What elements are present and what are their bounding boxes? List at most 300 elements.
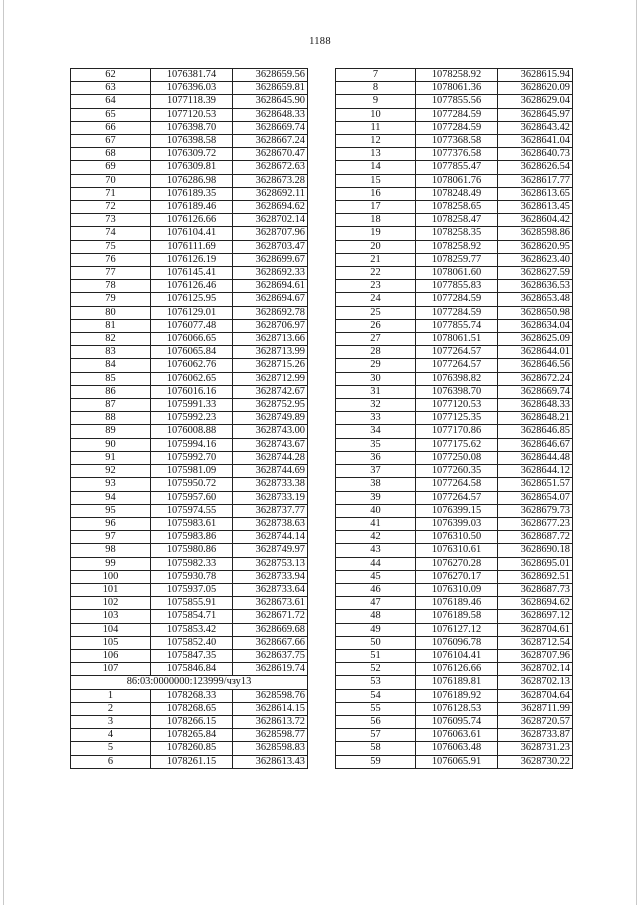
point-number-cell: 59 [336, 755, 416, 768]
point-number-cell: 33 [336, 412, 416, 425]
y-coordinate-cell: 3628694.61 [233, 280, 308, 293]
table-row [336, 623, 573, 636]
point-number-cell: 62 [71, 69, 151, 82]
table-row [336, 517, 573, 530]
y-coordinate-cell: 3628659.81 [233, 82, 308, 95]
point-number-cell: 50 [336, 636, 416, 649]
point-number-cell: 42 [336, 531, 416, 544]
point-number-cell: 43 [336, 544, 416, 557]
y-coordinate-cell: 3628702.13 [498, 676, 573, 689]
x-coordinate-cell: 1076104.41 [151, 227, 233, 240]
x-coordinate-cell: 1076189.81 [416, 676, 498, 689]
x-coordinate-cell: 1075853.42 [151, 623, 233, 636]
x-coordinate-cell: 1075992.23 [151, 412, 233, 425]
table-row [71, 755, 308, 768]
point-number-cell: 103 [71, 610, 151, 623]
y-coordinate-cell: 3628615.94 [498, 69, 573, 82]
x-coordinate-cell: 1078248.49 [416, 187, 498, 200]
table-row [336, 399, 573, 412]
x-coordinate-cell: 1076189.35 [151, 187, 233, 200]
x-coordinate-cell: 1076396.03 [151, 82, 233, 95]
point-number-cell: 28 [336, 346, 416, 359]
table-row [71, 702, 308, 715]
point-number-cell: 6 [71, 755, 151, 768]
y-coordinate-cell: 3628692.78 [233, 306, 308, 319]
point-number-cell: 38 [336, 478, 416, 491]
y-coordinate-cell: 3628702.14 [498, 663, 573, 676]
table-row [336, 333, 573, 346]
point-number-cell: 18 [336, 214, 416, 227]
y-coordinate-cell: 3628749.89 [233, 412, 308, 425]
point-number-cell: 5 [71, 742, 151, 755]
table-row [336, 161, 573, 174]
point-number-cell: 65 [71, 108, 151, 121]
table-row [336, 148, 573, 161]
x-coordinate-cell: 1076398.82 [416, 372, 498, 385]
table-row [336, 385, 573, 398]
y-coordinate-cell: 3628619.74 [233, 663, 308, 676]
table-row [71, 82, 308, 95]
y-coordinate-cell: 3628697.12 [498, 610, 573, 623]
x-coordinate-cell: 1078061.60 [416, 267, 498, 280]
y-coordinate-cell: 3628620.09 [498, 82, 573, 95]
y-coordinate-cell: 3628706.97 [233, 319, 308, 332]
table-row [71, 95, 308, 108]
x-coordinate-cell: 1076381.74 [151, 69, 233, 82]
table-row [336, 702, 573, 715]
table-row [336, 214, 573, 227]
point-number-cell: 4 [71, 729, 151, 742]
y-coordinate-cell: 3628737.77 [233, 504, 308, 517]
point-number-cell: 45 [336, 570, 416, 583]
point-number-cell: 2 [71, 702, 151, 715]
point-number-cell: 88 [71, 412, 151, 425]
point-number-cell: 17 [336, 201, 416, 214]
table-row [71, 544, 308, 557]
table-row [336, 201, 573, 214]
y-coordinate-cell: 3628731.23 [498, 742, 573, 755]
point-number-cell: 51 [336, 649, 416, 662]
y-coordinate-cell: 3628648.33 [233, 108, 308, 121]
y-coordinate-cell: 3628694.62 [233, 201, 308, 214]
table-row [336, 451, 573, 464]
x-coordinate-cell: 1076270.28 [416, 557, 498, 570]
y-coordinate-cell: 3628659.56 [233, 69, 308, 82]
point-number-cell: 100 [71, 570, 151, 583]
table-row [71, 293, 308, 306]
point-number-cell: 36 [336, 451, 416, 464]
y-coordinate-cell: 3628623.40 [498, 253, 573, 266]
x-coordinate-cell: 1076310.09 [416, 583, 498, 596]
x-coordinate-cell: 1077855.74 [416, 319, 498, 332]
x-coordinate-cell: 1078266.15 [151, 715, 233, 728]
y-coordinate-cell: 3628604.42 [498, 214, 573, 227]
table-row [71, 451, 308, 464]
y-coordinate-cell: 3628617.77 [498, 174, 573, 187]
x-coordinate-cell: 1076145.41 [151, 267, 233, 280]
table-row [336, 715, 573, 728]
point-number-cell: 64 [71, 95, 151, 108]
y-coordinate-cell: 3628636.53 [498, 280, 573, 293]
x-coordinate-cell: 1077264.57 [416, 491, 498, 504]
x-coordinate-cell: 1078258.65 [416, 201, 498, 214]
point-number-cell: 39 [336, 491, 416, 504]
table-row [71, 438, 308, 451]
point-number-cell: 82 [71, 333, 151, 346]
point-number-cell: 15 [336, 174, 416, 187]
y-coordinate-cell: 3628646.56 [498, 359, 573, 372]
x-coordinate-cell: 1076126.66 [151, 214, 233, 227]
x-coordinate-cell: 1076096.78 [416, 636, 498, 649]
table-row [336, 610, 573, 623]
x-coordinate-cell: 1075846.84 [151, 663, 233, 676]
point-number-cell: 37 [336, 465, 416, 478]
point-number-cell: 20 [336, 240, 416, 253]
point-number-cell: 76 [71, 253, 151, 266]
point-number-cell: 41 [336, 517, 416, 530]
y-coordinate-cell: 3628707.96 [498, 649, 573, 662]
x-coordinate-cell: 1077118.39 [151, 95, 233, 108]
x-coordinate-cell: 1075983.61 [151, 517, 233, 530]
x-coordinate-cell: 1076125.95 [151, 293, 233, 306]
y-coordinate-cell: 3628637.75 [233, 649, 308, 662]
table-row [71, 557, 308, 570]
point-number-cell: 3 [71, 715, 151, 728]
x-coordinate-cell: 1075852.40 [151, 636, 233, 649]
y-coordinate-cell: 3628669.68 [233, 623, 308, 636]
y-coordinate-cell: 3628620.95 [498, 240, 573, 253]
point-number-cell: 7 [336, 69, 416, 82]
table-row [71, 517, 308, 530]
table-row [336, 82, 573, 95]
x-coordinate-cell: 1077284.59 [416, 108, 498, 121]
x-coordinate-cell: 1076063.48 [416, 742, 498, 755]
table-row [71, 465, 308, 478]
y-coordinate-cell: 3628704.64 [498, 689, 573, 702]
x-coordinate-cell: 1077855.47 [416, 161, 498, 174]
table-row [71, 636, 308, 649]
table-row [71, 161, 308, 174]
point-number-cell: 63 [71, 82, 151, 95]
y-coordinate-cell: 3628625.09 [498, 333, 573, 346]
x-coordinate-cell: 1078265.84 [151, 729, 233, 742]
x-coordinate-cell: 1076310.50 [416, 531, 498, 544]
table-row [336, 742, 573, 755]
point-number-cell: 27 [336, 333, 416, 346]
table-row [71, 491, 308, 504]
x-coordinate-cell: 1078258.92 [416, 69, 498, 82]
table-row [336, 583, 573, 596]
point-number-cell: 16 [336, 187, 416, 200]
x-coordinate-cell: 1075994.16 [151, 438, 233, 451]
point-number-cell: 25 [336, 306, 416, 319]
y-coordinate-cell: 3628667.24 [233, 135, 308, 148]
table-row [71, 174, 308, 187]
y-coordinate-cell: 3628692.51 [498, 570, 573, 583]
table-row [71, 742, 308, 755]
x-coordinate-cell: 1075991.33 [151, 399, 233, 412]
point-number-cell: 34 [336, 425, 416, 438]
point-number-cell: 104 [71, 623, 151, 636]
table-row [336, 504, 573, 517]
table-row [71, 227, 308, 240]
y-coordinate-cell: 3628667.66 [233, 636, 308, 649]
x-coordinate-cell: 1076126.46 [151, 280, 233, 293]
y-coordinate-cell: 3628744.69 [233, 465, 308, 478]
table-row [71, 597, 308, 610]
section-header-row [71, 676, 308, 689]
x-coordinate-cell: 1076063.61 [416, 729, 498, 742]
y-coordinate-cell: 3628679.73 [498, 504, 573, 517]
table-row [71, 333, 308, 346]
point-number-cell: 12 [336, 135, 416, 148]
y-coordinate-cell: 3628644.48 [498, 451, 573, 464]
y-coordinate-cell: 3628704.61 [498, 623, 573, 636]
point-number-cell: 83 [71, 346, 151, 359]
y-coordinate-cell: 3628646.67 [498, 438, 573, 451]
x-coordinate-cell: 1076065.84 [151, 346, 233, 359]
x-coordinate-cell: 1076062.76 [151, 359, 233, 372]
table-row [336, 544, 573, 557]
point-number-cell: 106 [71, 649, 151, 662]
x-coordinate-cell: 1076127.12 [416, 623, 498, 636]
y-coordinate-cell: 3628715.26 [233, 359, 308, 372]
x-coordinate-cell: 1075974.55 [151, 504, 233, 517]
point-number-cell: 67 [71, 135, 151, 148]
table-row [336, 121, 573, 134]
table-row [71, 253, 308, 266]
y-coordinate-cell: 3628692.11 [233, 187, 308, 200]
table-row [71, 267, 308, 280]
x-coordinate-cell: 1077368.58 [416, 135, 498, 148]
table-row [71, 346, 308, 359]
point-number-cell: 30 [336, 372, 416, 385]
point-number-cell: 44 [336, 557, 416, 570]
point-number-cell: 29 [336, 359, 416, 372]
table-row [71, 385, 308, 398]
table-row [336, 346, 573, 359]
x-coordinate-cell: 1078260.85 [151, 742, 233, 755]
point-number-cell: 9 [336, 95, 416, 108]
y-coordinate-cell: 3628629.04 [498, 95, 573, 108]
y-coordinate-cell: 3628711.99 [498, 702, 573, 715]
y-coordinate-cell: 3628677.23 [498, 517, 573, 530]
point-number-cell: 21 [336, 253, 416, 266]
point-number-cell: 92 [71, 465, 151, 478]
x-coordinate-cell: 1076126.66 [416, 663, 498, 676]
table-row [336, 676, 573, 689]
table-row [71, 649, 308, 662]
y-coordinate-cell: 3628712.99 [233, 372, 308, 385]
table-row [71, 121, 308, 134]
x-coordinate-cell: 1078061.76 [416, 174, 498, 187]
point-number-cell: 74 [71, 227, 151, 240]
y-coordinate-cell: 3628644.12 [498, 465, 573, 478]
point-number-cell: 90 [71, 438, 151, 451]
page-number: 1188 [309, 36, 331, 47]
y-coordinate-cell: 3628720.57 [498, 715, 573, 728]
table-row [71, 359, 308, 372]
table-row [336, 729, 573, 742]
table-row [336, 253, 573, 266]
table-row [336, 491, 573, 504]
point-number-cell: 48 [336, 610, 416, 623]
y-coordinate-cell: 3628650.98 [498, 306, 573, 319]
x-coordinate-cell: 1077284.59 [416, 306, 498, 319]
x-coordinate-cell: 1077170.86 [416, 425, 498, 438]
table-row [336, 636, 573, 649]
point-number-cell: 81 [71, 319, 151, 332]
point-number-cell: 66 [71, 121, 151, 134]
y-coordinate-cell: 3628703.47 [233, 240, 308, 253]
x-coordinate-cell: 1076062.65 [151, 372, 233, 385]
table-row [336, 597, 573, 610]
point-number-cell: 86 [71, 385, 151, 398]
table-row [71, 610, 308, 623]
point-number-cell: 32 [336, 399, 416, 412]
point-number-cell: 52 [336, 663, 416, 676]
x-coordinate-cell: 1077264.57 [416, 359, 498, 372]
point-number-cell: 49 [336, 623, 416, 636]
y-coordinate-cell: 3628648.21 [498, 412, 573, 425]
point-number-cell: 26 [336, 319, 416, 332]
point-number-cell: 97 [71, 531, 151, 544]
table-row [71, 372, 308, 385]
x-coordinate-cell: 1076189.46 [151, 201, 233, 214]
y-coordinate-cell: 3628613.43 [233, 755, 308, 768]
point-number-cell: 75 [71, 240, 151, 253]
point-number-cell: 13 [336, 148, 416, 161]
x-coordinate-cell: 1076309.72 [151, 148, 233, 161]
table-row [336, 359, 573, 372]
x-coordinate-cell: 1078259.77 [416, 253, 498, 266]
x-coordinate-cell: 1078258.92 [416, 240, 498, 253]
table-row [71, 412, 308, 425]
coordinates-table-right [335, 68, 573, 769]
y-coordinate-cell: 3628653.48 [498, 293, 573, 306]
x-coordinate-cell: 1076270.17 [416, 570, 498, 583]
table-row [336, 280, 573, 293]
table-row [71, 583, 308, 596]
y-coordinate-cell: 3628695.01 [498, 557, 573, 570]
y-coordinate-cell: 3628673.28 [233, 174, 308, 187]
x-coordinate-cell: 1075847.35 [151, 649, 233, 662]
y-coordinate-cell: 3628613.65 [498, 187, 573, 200]
point-number-cell: 73 [71, 214, 151, 227]
point-number-cell: 91 [71, 451, 151, 464]
x-coordinate-cell: 1076189.46 [416, 597, 498, 610]
table-row [71, 715, 308, 728]
x-coordinate-cell: 1076095.74 [416, 715, 498, 728]
point-number-cell: 31 [336, 385, 416, 398]
y-coordinate-cell: 3628707.96 [233, 227, 308, 240]
x-coordinate-cell: 1076398.70 [416, 385, 498, 398]
point-number-cell: 35 [336, 438, 416, 451]
table-row [336, 95, 573, 108]
point-number-cell: 58 [336, 742, 416, 755]
point-number-cell: 68 [71, 148, 151, 161]
table-row [336, 372, 573, 385]
y-coordinate-cell: 3628712.54 [498, 636, 573, 649]
table-row [71, 108, 308, 121]
point-number-cell: 1 [71, 689, 151, 702]
x-coordinate-cell: 1077175.62 [416, 438, 498, 451]
point-number-cell: 95 [71, 504, 151, 517]
point-number-cell: 87 [71, 399, 151, 412]
x-coordinate-cell: 1076189.58 [416, 610, 498, 623]
point-number-cell: 77 [71, 267, 151, 280]
y-coordinate-cell: 3628743.00 [233, 425, 308, 438]
table-row [71, 319, 308, 332]
table-row [71, 399, 308, 412]
table-row [336, 557, 573, 570]
x-coordinate-cell: 1077125.35 [416, 412, 498, 425]
x-coordinate-cell: 1076008.88 [151, 425, 233, 438]
table-row [336, 306, 573, 319]
point-number-cell: 69 [71, 161, 151, 174]
y-coordinate-cell: 3628627.59 [498, 267, 573, 280]
table-row [71, 478, 308, 491]
x-coordinate-cell: 1075957.60 [151, 491, 233, 504]
x-coordinate-cell: 1076111.69 [151, 240, 233, 253]
x-coordinate-cell: 1076126.19 [151, 253, 233, 266]
point-number-cell: 14 [336, 161, 416, 174]
point-number-cell: 22 [336, 267, 416, 280]
point-number-cell: 99 [71, 557, 151, 570]
y-coordinate-cell: 3628669.74 [498, 385, 573, 398]
y-coordinate-cell: 3628654.07 [498, 491, 573, 504]
y-coordinate-cell: 3628733.94 [233, 570, 308, 583]
x-coordinate-cell: 1077264.57 [416, 346, 498, 359]
y-coordinate-cell: 3628613.45 [498, 201, 573, 214]
point-number-cell: 23 [336, 280, 416, 293]
table-row [71, 425, 308, 438]
y-coordinate-cell: 3628598.76 [233, 689, 308, 702]
x-coordinate-cell: 1077250.08 [416, 451, 498, 464]
point-number-cell: 89 [71, 425, 151, 438]
table-row [336, 293, 573, 306]
y-coordinate-cell: 3628699.67 [233, 253, 308, 266]
y-coordinate-cell: 3628641.04 [498, 135, 573, 148]
x-coordinate-cell: 1076398.70 [151, 121, 233, 134]
table-row [71, 148, 308, 161]
table-row [336, 412, 573, 425]
y-coordinate-cell: 3628646.85 [498, 425, 573, 438]
y-coordinate-cell: 3628672.24 [498, 372, 573, 385]
point-number-cell: 84 [71, 359, 151, 372]
table-row [336, 227, 573, 240]
coordinates-table-left [70, 68, 308, 769]
x-coordinate-cell: 1077284.59 [416, 293, 498, 306]
x-coordinate-cell: 1076286.98 [151, 174, 233, 187]
point-number-cell: 102 [71, 597, 151, 610]
y-coordinate-cell: 3628687.72 [498, 531, 573, 544]
y-coordinate-cell: 3628753.13 [233, 557, 308, 570]
y-coordinate-cell: 3628713.66 [233, 333, 308, 346]
table-row [336, 689, 573, 702]
y-coordinate-cell: 3628744.28 [233, 451, 308, 464]
x-coordinate-cell: 1075930.78 [151, 570, 233, 583]
x-coordinate-cell: 1078258.47 [416, 214, 498, 227]
y-coordinate-cell: 3628672.63 [233, 161, 308, 174]
y-coordinate-cell: 3628730.22 [498, 755, 573, 768]
table-row [71, 689, 308, 702]
x-coordinate-cell: 1077284.59 [416, 121, 498, 134]
y-coordinate-cell: 3628743.67 [233, 438, 308, 451]
point-number-cell: 71 [71, 187, 151, 200]
y-coordinate-cell: 3628645.90 [233, 95, 308, 108]
y-coordinate-cell: 3628694.62 [498, 597, 573, 610]
